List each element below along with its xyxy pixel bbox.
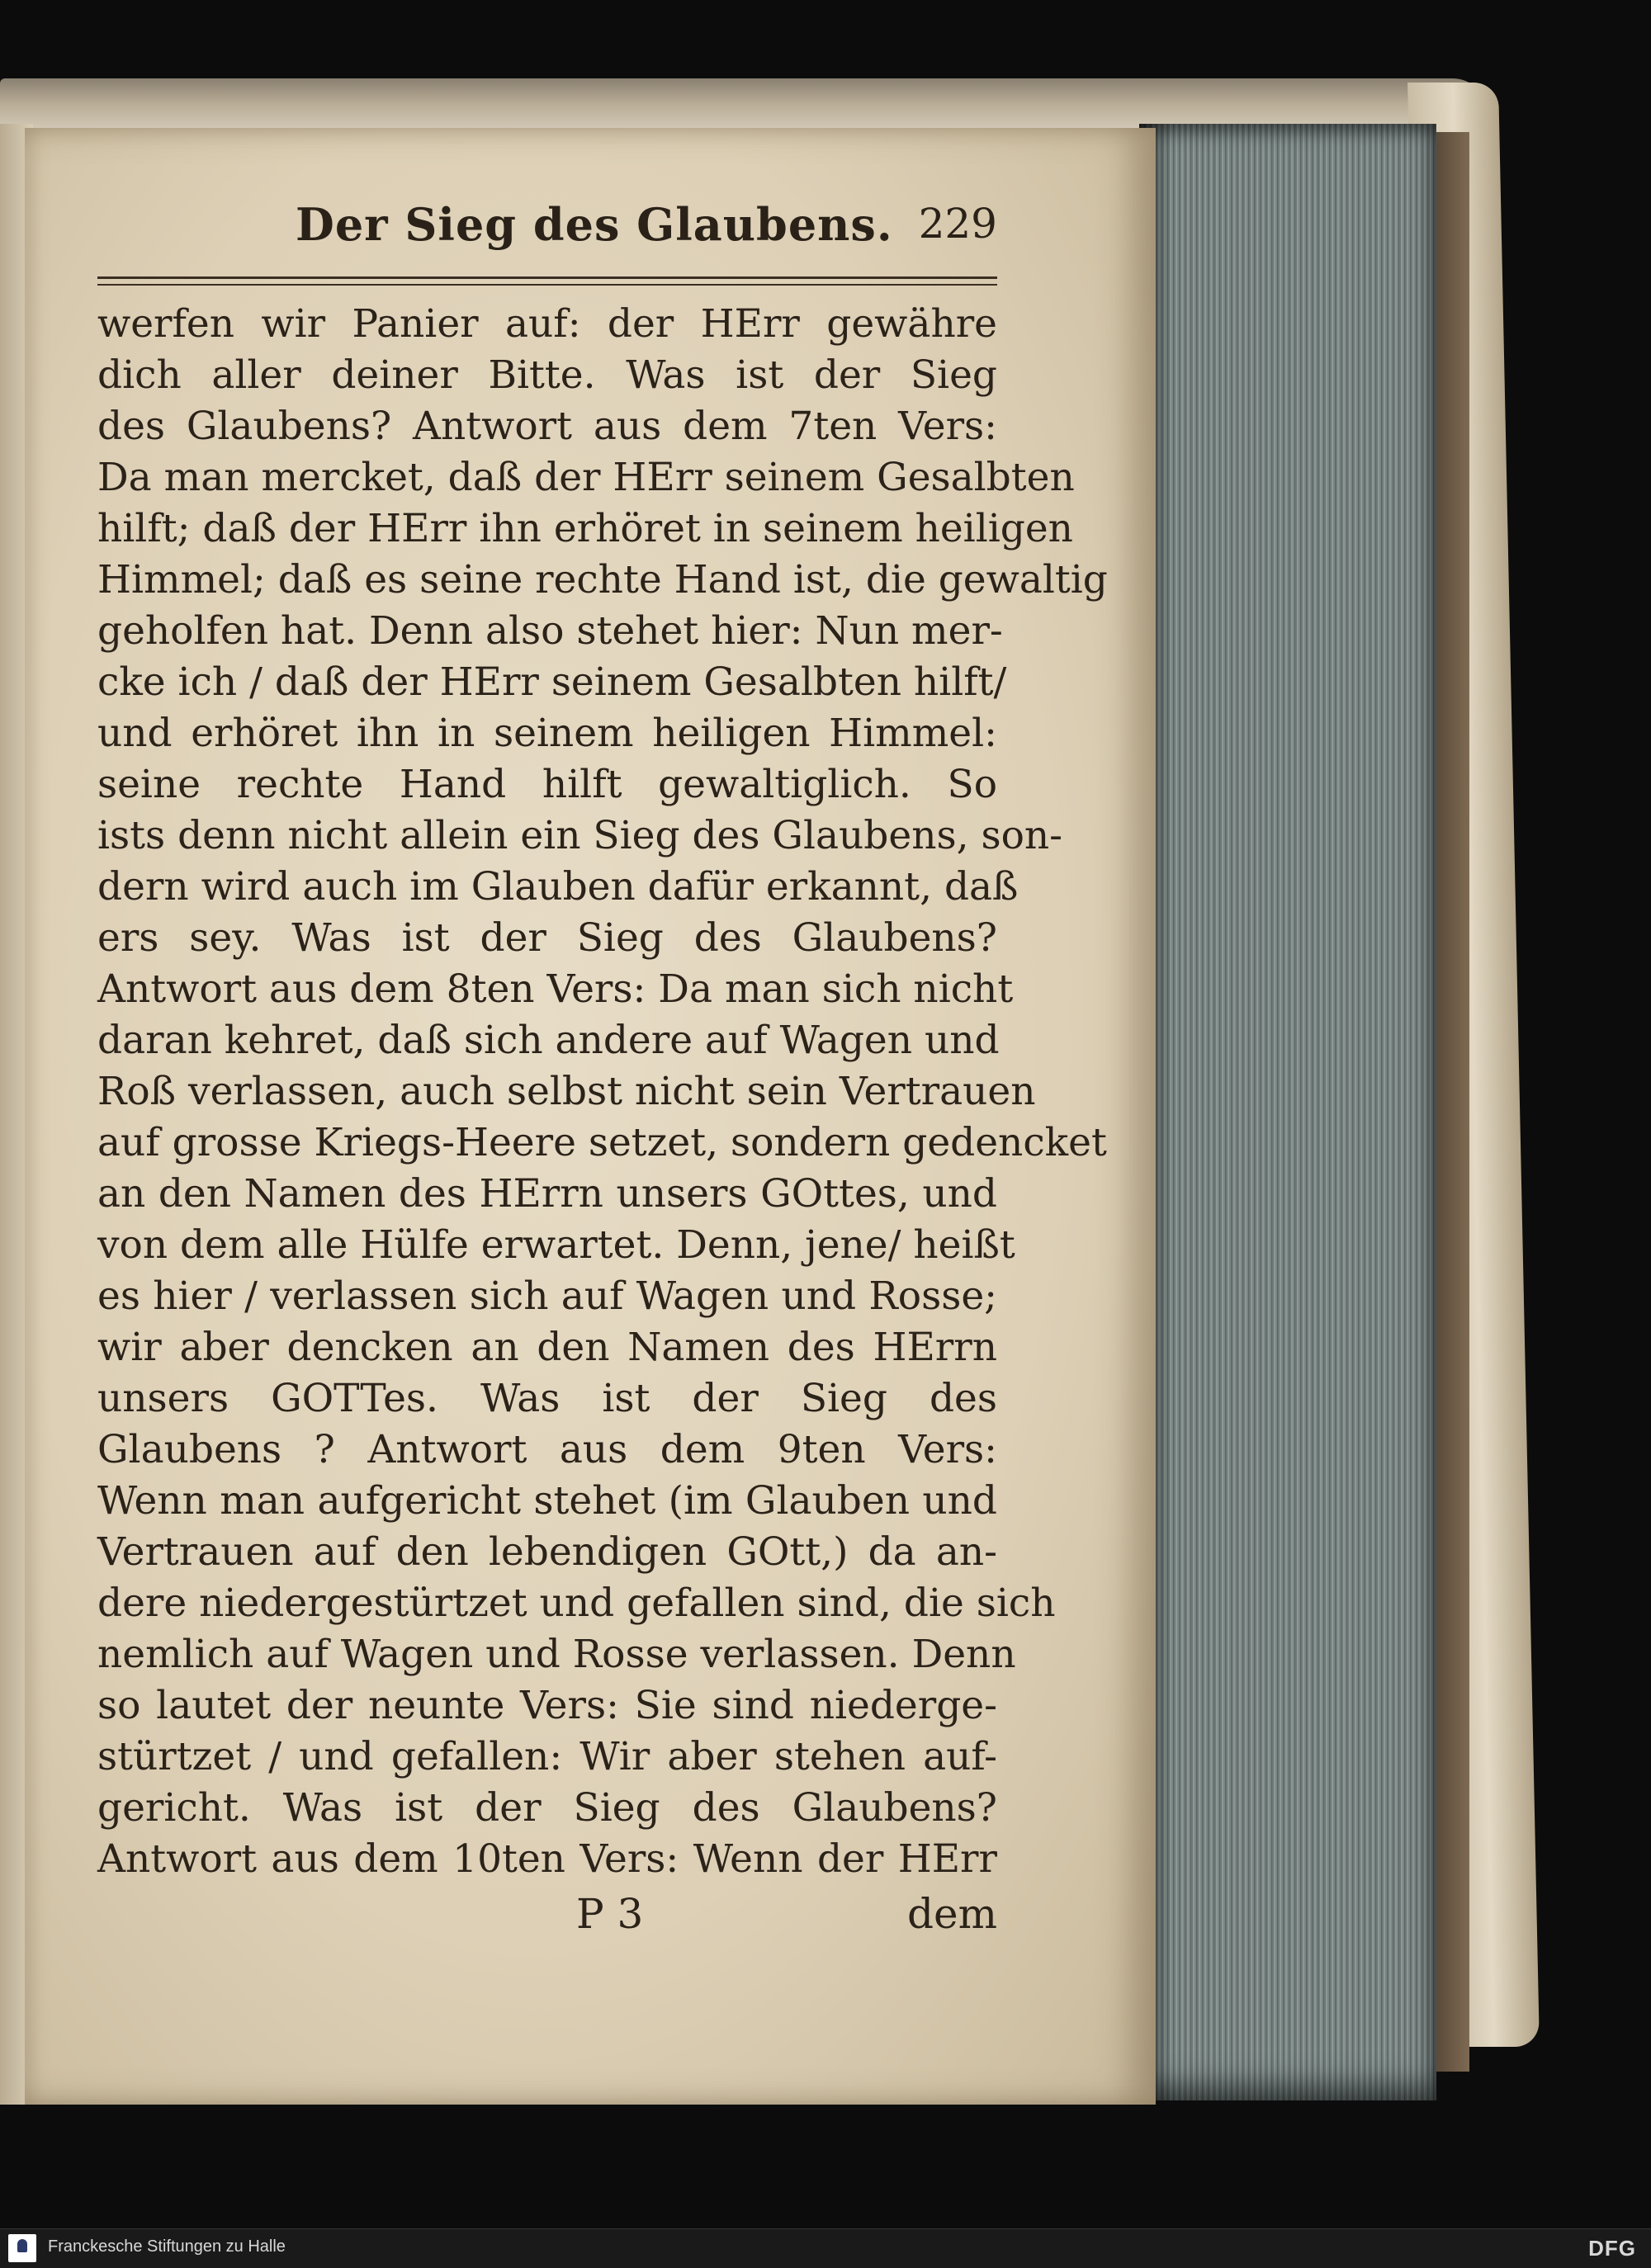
text-line: stürtzet / und gefallen: Wir aber stehen auf- — [97, 1734, 997, 1779]
text-line: an den Namen des HErrn unsers GOttes, und — [97, 1171, 997, 1217]
francke-foundation-logo-icon[interactable] — [8, 2234, 36, 2262]
body-text — [97, 299, 1108, 1885]
text-line: Antwort aus dem 10ten Vers: Wenn der HErr — [97, 1836, 997, 1882]
text-line: gericht. Was ist der Sieg des Glaubens? — [97, 1785, 997, 1831]
text-line: hilft; daß der HErr ihn erhöret in seinem heiligen — [97, 506, 1073, 551]
text-line: Antwort aus dem 8ten Vers: Da man sich nicht — [97, 966, 1014, 1012]
text-line: Himmel; daß es seine rechte Hand ist, die gewaltig — [97, 557, 1108, 602]
text-line: auf grosse Kriegs-Heere setzet, sondern gedencket — [97, 1120, 1107, 1165]
text-line: dere niedergestürtzet und gefallen sind, die sich — [97, 1581, 1056, 1626]
text-line: ists denn nicht allein ein Sieg des Glaubens, son- — [97, 813, 1063, 858]
text-line: Glaubens ? Antwort aus dem 9ten Vers: — [97, 1427, 997, 1472]
page-footer — [97, 1890, 997, 1948]
text-line: und erhöret ihn in seinem heiligen Himmel: — [97, 711, 997, 756]
text-line: werfen wir Panier auf: der HErr gewähre — [97, 301, 997, 347]
text-line: cke ich / daß der HErr seinem Gesalbten hilft/ — [97, 659, 1007, 705]
header-rule — [97, 276, 997, 286]
text-line: geholfen hat. Denn also stehet hier: Nun mer- — [97, 608, 1003, 654]
text-line: seine rechte Hand hilft gewaltiglich. So — [97, 762, 997, 807]
binding-edge — [1436, 132, 1469, 2072]
page-number: 229 — [918, 200, 997, 248]
text-line: nemlich auf Wagen und Rosse verlassen. Denn — [97, 1632, 1016, 1677]
dfg-label[interactable]: DFG — [1588, 2236, 1636, 2261]
text-line: ers sey. Was ist der Sieg des Glaubens? — [97, 915, 997, 961]
catchword: dem — [906, 1890, 997, 1938]
text-line: so lautet der neunte Vers: Sie sind niederge- — [97, 1683, 997, 1728]
text-line: daran kehret, daß sich andere auf Wagen und — [97, 1018, 1000, 1063]
page-block-edges — [1139, 124, 1436, 2100]
text-line: des Glaubens? Antwort aus dem 7ten Vers: — [97, 404, 997, 449]
text-line: dern wird auch im Glauben dafür erkannt, daß — [97, 864, 1019, 910]
text-line: dich aller deiner Bitte. Was ist der Sieg — [97, 352, 997, 398]
signature-mark: P 3 — [576, 1890, 644, 1938]
text-line: Da man mercket, daß der HErr seinem Gesalbten — [97, 455, 1075, 500]
institution-name[interactable]: Franckesche Stiftungen zu Halle — [48, 2237, 286, 2256]
text-line: Roß verlassen, auch selbst nicht sein Vertrauen — [97, 1069, 1036, 1114]
text-line: es hier / verlassen sich auf Wagen und Rosse; — [97, 1273, 997, 1319]
page-header — [97, 198, 997, 264]
text-line: wir aber dencken an den Namen des HErrn — [97, 1325, 997, 1370]
text-line: Vertrauen auf den lebendigen GOtt,) da an- — [97, 1529, 997, 1575]
text-line: unsers GOTTes. Was ist der Sieg des — [97, 1376, 997, 1421]
viewer-footer-bar — [0, 2228, 1651, 2268]
running-title: Der Sieg des Glaubens. — [296, 198, 893, 251]
text-line: Wenn man aufgericht stehet (im Glauben und — [97, 1478, 997, 1524]
text-line: von dem alle Hülfe erwartet. Denn, jene/ heißt — [97, 1222, 1015, 1268]
